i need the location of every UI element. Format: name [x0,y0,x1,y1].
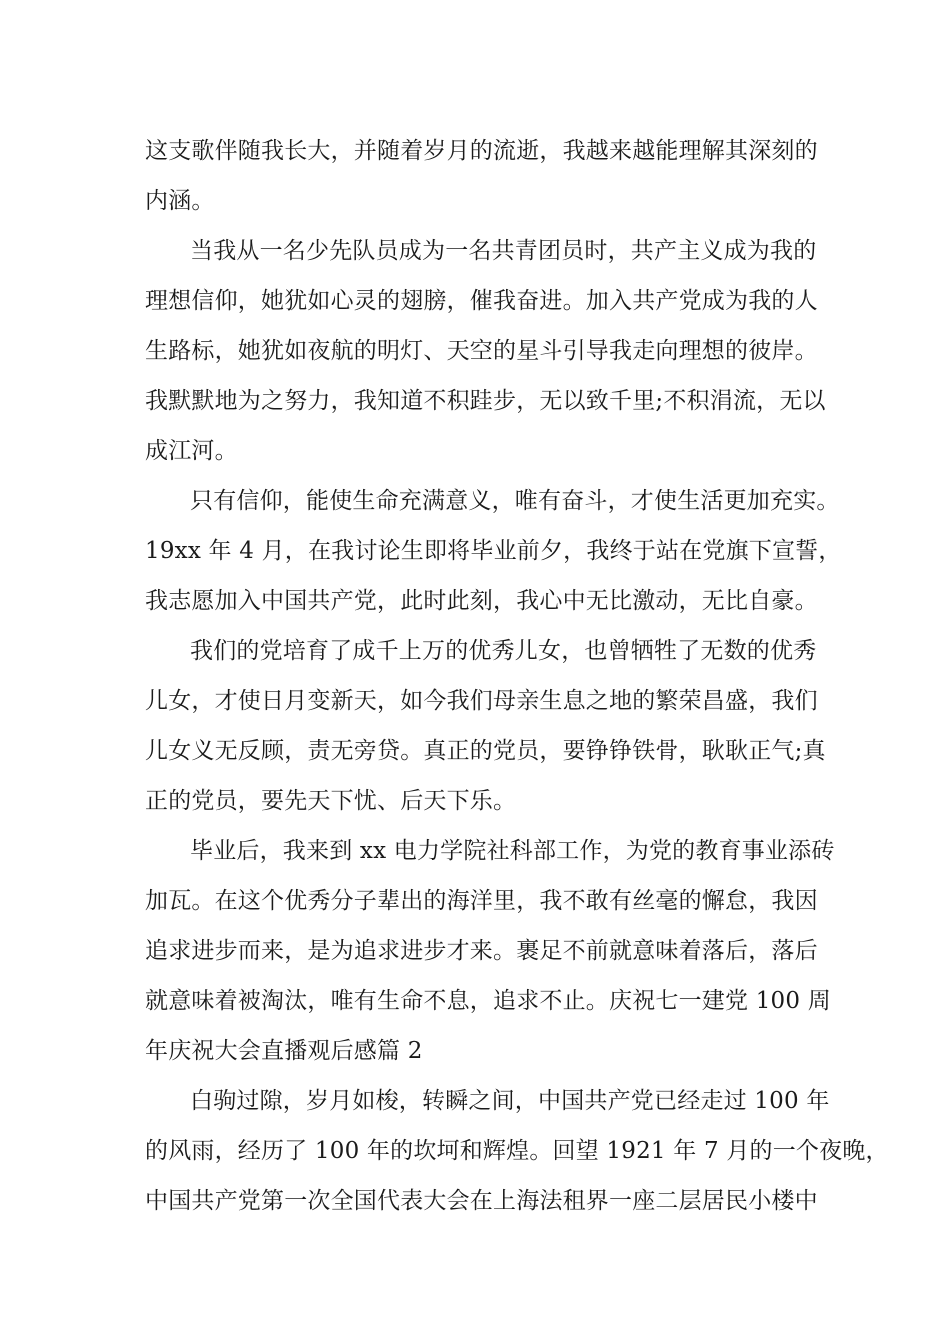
text-line: 内涵。 [145,188,215,214]
text-line: 我默默地为之努力，我知道不积跬步，无以致千里;不积涓流，无以 [145,388,826,414]
text-line: 这支歌伴随我长大，并随着岁月的流逝，我越来越能理解其深刻的 [145,138,818,164]
text-line: 中国共产党第一次全国代表大会在上海法租界一座二层居民小楼中 [145,1188,818,1214]
text-line: 儿女，才使日月变新天，如今我们母亲生息之地的繁荣昌盛，我们 [145,688,818,714]
text-line: 成江河。 [145,438,238,464]
paragraph-start-line: 白驹过隙，岁月如梭，转瞬之间，中国共产党已经走过 100 年 [190,1088,830,1114]
paragraph-start-line: 我们的党培育了成千上万的优秀儿女，也曾牺牲了无数的优秀 [190,638,817,664]
paragraph-start-line: 当我从一名少先队员成为一名共青团员时，共产主义成为我的 [190,238,817,264]
text-line: 正的党员，要先天下忧、后天下乐。 [145,788,517,814]
text-line: 生路标，她犹如夜航的明灯、天空的星斗引导我走向理想的彼岸。 [145,338,818,364]
text-line: 追求进步而来，是为追求进步才来。裹足不前就意味着落后，落后 [145,938,818,964]
section-heading-line: 年庆祝大会直播观后感篇 2 [145,1038,423,1064]
text-line: 加瓦。在这个优秀分子辈出的海洋里，我不敢有丝毫的懈怠，我因 [145,888,818,914]
text-line: 19xx 年 4 月，在我讨论生即将毕业前夕，我终于站在党旗下宣誓， [145,538,842,564]
text-line: 理想信仰，她犹如心灵的翅膀，催我奋进。加入共产党成为我的人 [145,288,818,314]
text-line: 儿女义无反顾，责无旁贷。真正的党员，要铮铮铁骨，耿耿正气;真 [145,738,826,764]
paragraph-start-line: 毕业后，我来到 xx 电力学院社科部工作，为党的教育事业添砖 [190,838,835,864]
text-line: 就意味着被淘汰，唯有生命不息，追求不止。庆祝七一建党 100 周 [145,988,831,1014]
text-line: 的风雨，经历了 100 年的坎坷和辉煌。回望 1921 年 7 月的一个夜晚， [145,1138,889,1164]
paragraph-start-line: 只有信仰，能使生命充满意义，唯有奋斗，才使生活更加充实。 [190,488,840,514]
text-line: 我志愿加入中国共产党，此时此刻，我心中无比激动，无比自豪。 [145,588,818,614]
